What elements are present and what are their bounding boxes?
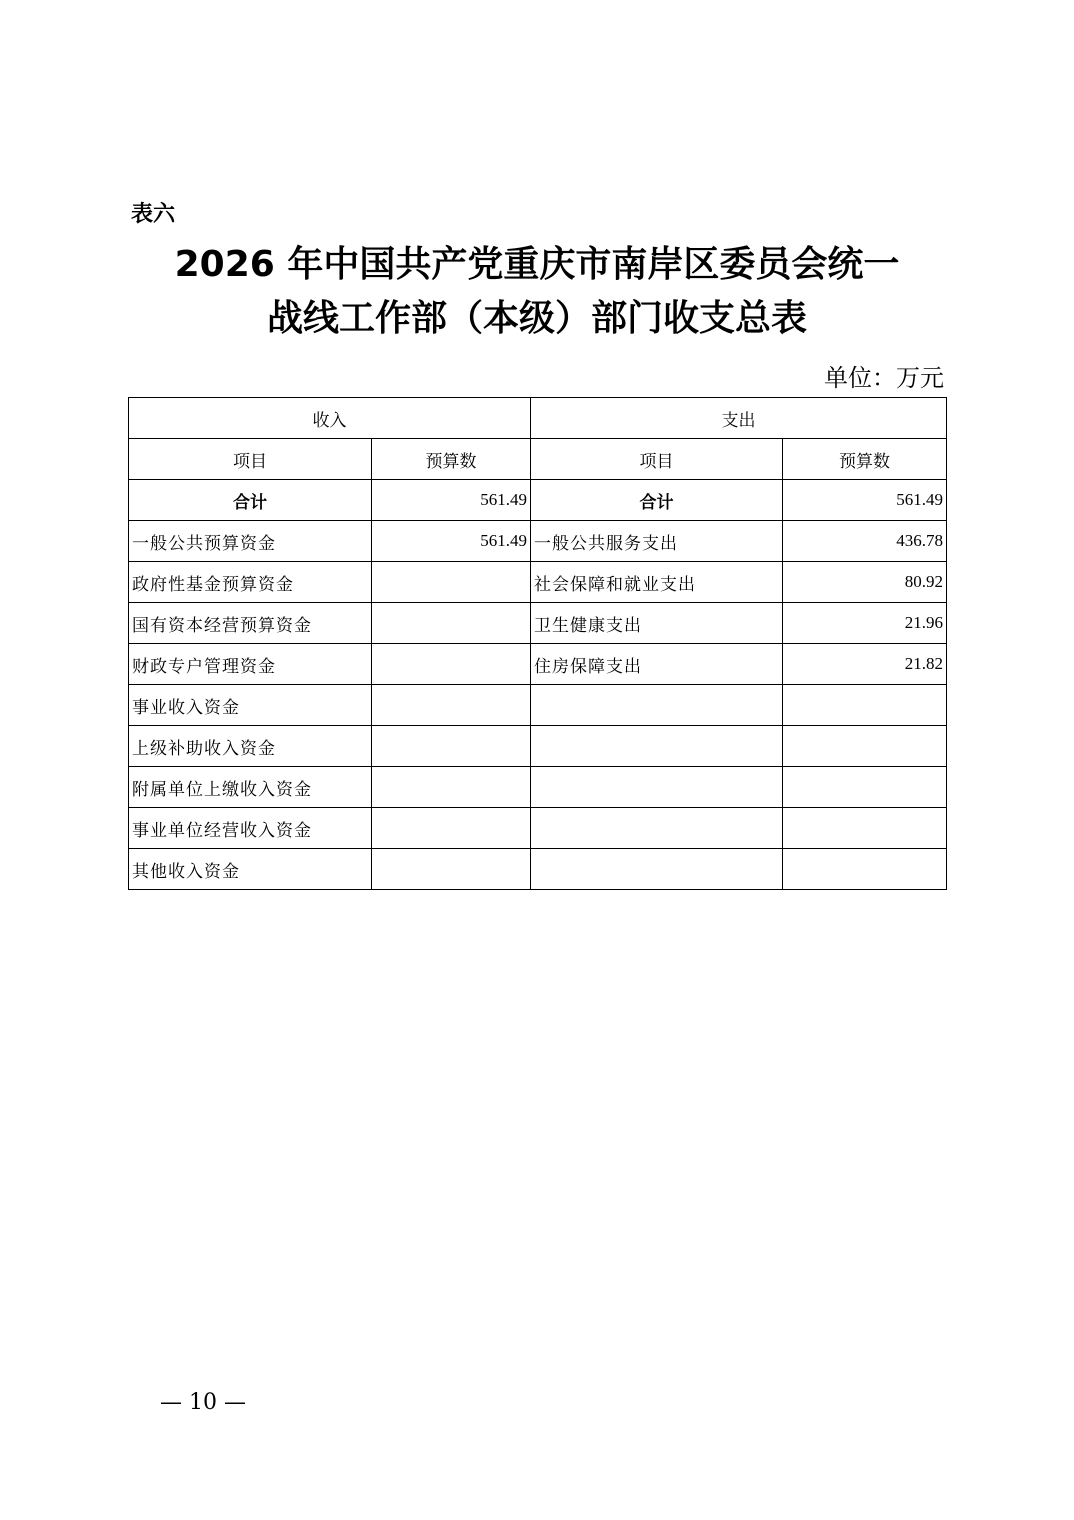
header-income-item: 项目 bbox=[129, 439, 372, 480]
income-item: 附属单位上缴收入资金 bbox=[129, 767, 372, 808]
page-number: — 10 — bbox=[160, 1390, 246, 1415]
expense-item bbox=[531, 726, 783, 767]
income-value bbox=[372, 767, 531, 808]
total-income-value: 561.49 bbox=[372, 480, 531, 521]
expense-item: 一般公共服务支出 bbox=[531, 521, 783, 562]
header-expense-budget: 预算数 bbox=[783, 439, 947, 480]
expense-value: 21.96 bbox=[783, 603, 947, 644]
expense-value bbox=[783, 808, 947, 849]
expense-value bbox=[783, 767, 947, 808]
income-item: 财政专户管理资金 bbox=[129, 644, 372, 685]
expense-value: 21.82 bbox=[783, 644, 947, 685]
income-item: 事业收入资金 bbox=[129, 685, 372, 726]
table-header-row-columns bbox=[129, 439, 947, 480]
income-value: 561.49 bbox=[372, 521, 531, 562]
page-title bbox=[100, 238, 974, 346]
income-value bbox=[372, 562, 531, 603]
expense-value bbox=[783, 726, 947, 767]
expense-item bbox=[531, 849, 783, 890]
income-value bbox=[372, 644, 531, 685]
table-row bbox=[129, 849, 947, 890]
income-value bbox=[372, 685, 531, 726]
income-item: 事业单位经营收入资金 bbox=[129, 808, 372, 849]
header-income-budget: 预算数 bbox=[372, 439, 531, 480]
table-row bbox=[129, 521, 947, 562]
unit-label: 单位：万元 bbox=[824, 364, 944, 392]
table-row bbox=[129, 726, 947, 767]
expense-item bbox=[531, 767, 783, 808]
income-item: 一般公共预算资金 bbox=[129, 521, 372, 562]
total-expense-label: 合计 bbox=[531, 480, 783, 521]
expense-value: 436.78 bbox=[783, 521, 947, 562]
income-item: 上级补助收入资金 bbox=[129, 726, 372, 767]
income-item: 政府性基金预算资金 bbox=[129, 562, 372, 603]
expense-value: 80.92 bbox=[783, 562, 947, 603]
title-line-2: 战线工作部（本级）部门收支总表 bbox=[266, 298, 807, 339]
header-expense: 支出 bbox=[531, 398, 947, 439]
header-income: 收入 bbox=[129, 398, 531, 439]
table-body bbox=[129, 398, 947, 890]
expense-item bbox=[531, 808, 783, 849]
income-item: 其他收入资金 bbox=[129, 849, 372, 890]
income-value bbox=[372, 603, 531, 644]
income-value bbox=[372, 808, 531, 849]
table-row bbox=[129, 685, 947, 726]
total-expense-value: 561.49 bbox=[783, 480, 947, 521]
table-row bbox=[129, 767, 947, 808]
total-income-label: 合计 bbox=[129, 480, 372, 521]
table-header-row-sections bbox=[129, 398, 947, 439]
expense-value bbox=[783, 685, 947, 726]
income-value bbox=[372, 849, 531, 890]
expense-item: 住房保障支出 bbox=[531, 644, 783, 685]
table-number-label: 表六 bbox=[131, 202, 176, 227]
income-item: 国有资本经营预算资金 bbox=[129, 603, 372, 644]
total-row bbox=[129, 480, 947, 521]
table-row bbox=[129, 562, 947, 603]
table-row bbox=[129, 808, 947, 849]
table-row bbox=[129, 644, 947, 685]
title-line-1: 2026 年中国共产党重庆市南岸区委员会统一 bbox=[174, 244, 900, 285]
expense-item: 卫生健康支出 bbox=[531, 603, 783, 644]
expense-item: 社会保障和就业支出 bbox=[531, 562, 783, 603]
header-expense-item: 项目 bbox=[531, 439, 783, 480]
income-value bbox=[372, 726, 531, 767]
table-row bbox=[129, 603, 947, 644]
budget-summary-table bbox=[128, 397, 947, 890]
expense-value bbox=[783, 849, 947, 890]
expense-item bbox=[531, 685, 783, 726]
